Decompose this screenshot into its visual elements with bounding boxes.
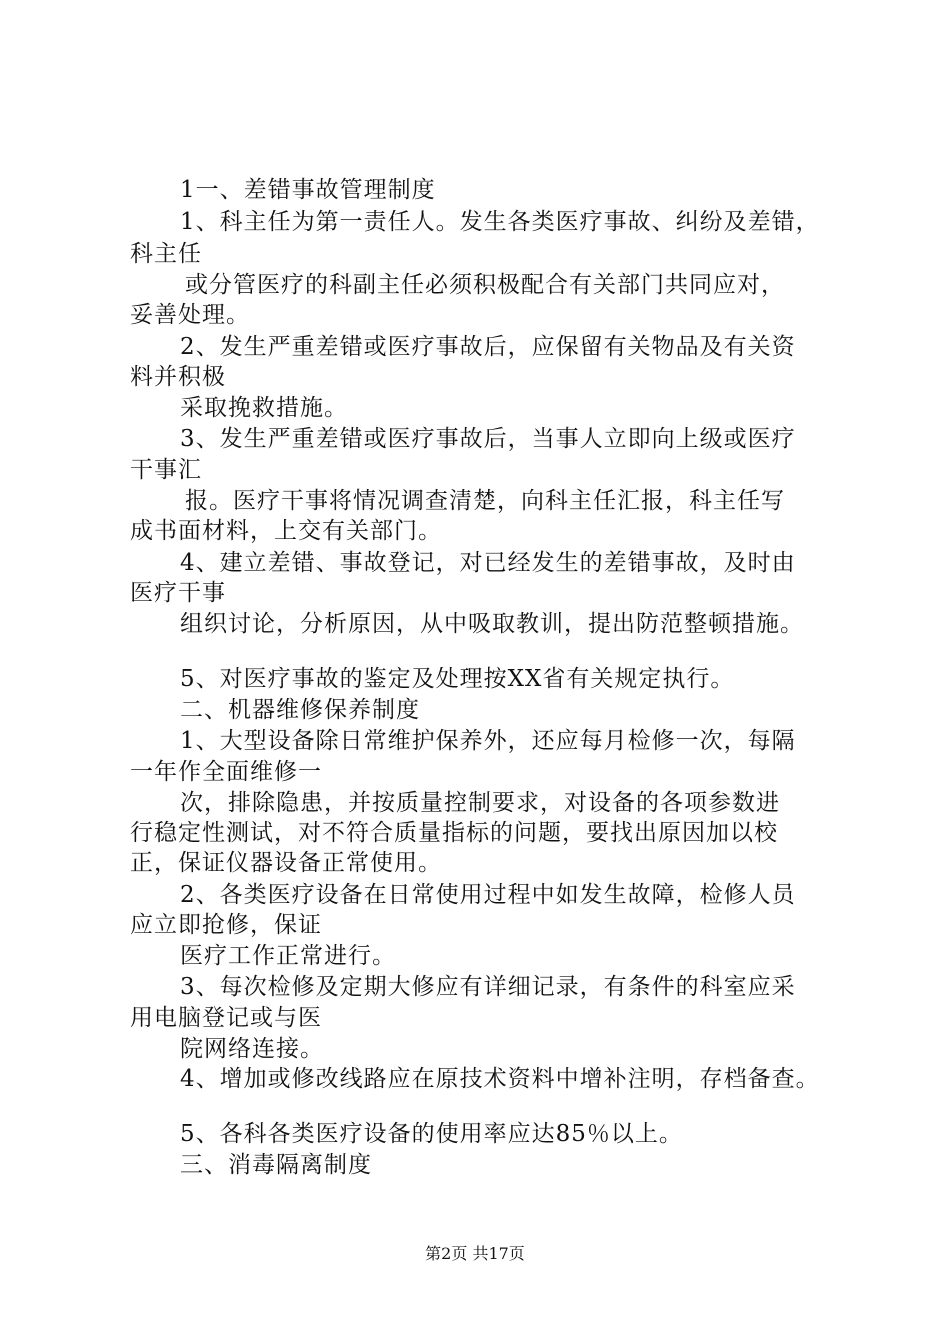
paragraph-line: 成书面材料，上交有关部门。 — [130, 518, 442, 544]
paragraph-line: 4、增加或修改线路应在原技术资料中增补注明，存档备查。 — [180, 1066, 820, 1092]
paragraph-line: 组织讨论，分析原因，从中吸取教训，提出防范整顿措施。 — [180, 611, 804, 637]
paragraph-line: 采取挽救措施。 — [180, 395, 348, 421]
paragraph-line: 医疗工作正常进行。 — [180, 943, 396, 969]
paragraph-line: 报。医疗干事将情况调查清楚，向科主任汇报，科主任写 — [185, 488, 785, 514]
paragraph-line: 5、对医疗事故的鉴定及处理按XX省有关规定执行。 — [180, 666, 735, 692]
paragraph-line: 次，排除隐患，并按质量控制要求，对设备的各项参数进 — [180, 790, 780, 816]
paragraph-line: 行稳定性测试，对不符合质量指标的问题，要找出原因加以校 — [130, 820, 778, 846]
paragraph-line: 科主任 — [130, 241, 202, 267]
paragraph-line: 用电脑登记或与医 — [130, 1005, 322, 1031]
paragraph-line: 院网络连接。 — [180, 1036, 324, 1062]
paragraph-line: 一年作全面维修一 — [130, 759, 322, 785]
paragraph-line: 1、大型设备除日常维护保养外，还应每月检修一次，每隔 — [180, 728, 796, 754]
paragraph-line: 3、发生严重差错或医疗事故后，当事人立即向上级或医疗 — [180, 426, 796, 452]
section-heading-3: 三、消毒隔离制度 — [180, 1152, 372, 1178]
paragraph-line: 正，保证仪器设备正常使用。 — [130, 850, 442, 876]
paragraph-line: 4、建立差错、事故登记，对已经发生的差错事故，及时由 — [180, 550, 796, 576]
paragraph-line: 干事汇 — [130, 457, 202, 483]
paragraph-line: 2、发生严重差错或医疗事故后，应保留有关物品及有关资 — [180, 334, 796, 360]
paragraph-line: 或分管医疗的科副主任必须积极配合有关部门共同应对， — [185, 272, 785, 298]
paragraph-line: 1、科主任为第一责任人。发生各类医疗事故、纠纷及差错， — [180, 209, 820, 235]
section-heading-2: 二、机器维修保养制度 — [180, 697, 420, 723]
paragraph-line: 料并积极 — [130, 364, 226, 390]
paragraph-line: 5、各科各类医疗设备的使用率应达85％以上。 — [180, 1121, 683, 1147]
section-heading-1: 1一、差错事故管理制度 — [180, 177, 436, 203]
page-footer: 第2页 共17页 — [425, 1244, 525, 1263]
paragraph-line: 医疗干事 — [130, 580, 226, 606]
paragraph-line: 3、每次检修及定期大修应有详细记录，有条件的科室应采 — [180, 974, 796, 1000]
paragraph-line: 应立即抢修，保证 — [130, 912, 322, 938]
paragraph-line: 妥善处理。 — [130, 302, 250, 328]
paragraph-line: 2、各类医疗设备在日常使用过程中如发生故障，检修人员 — [180, 882, 796, 908]
